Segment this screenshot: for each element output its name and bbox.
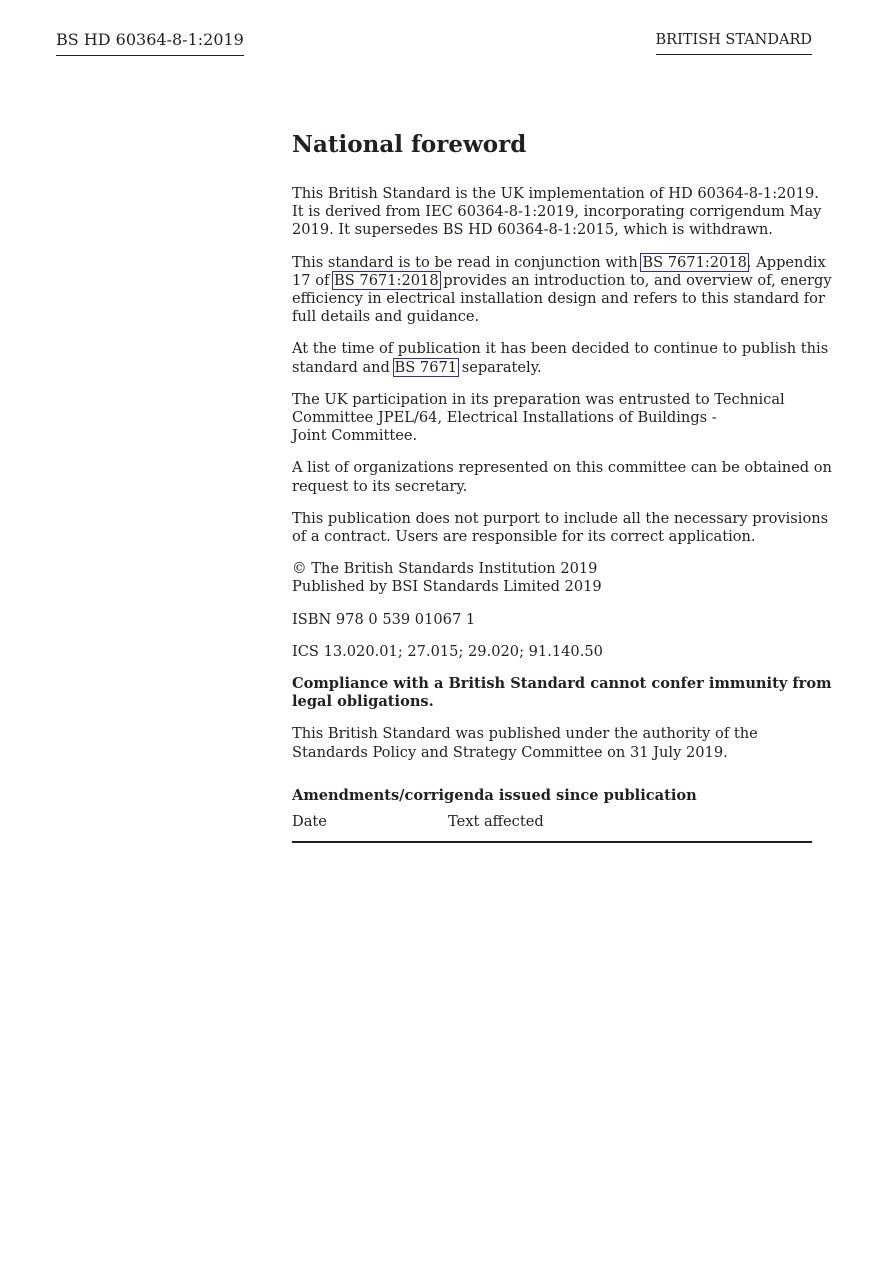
compliance-notice — [292, 675, 832, 711]
text-line: The UK participation in its preparation was entrusted to Technical — [292, 390, 785, 408]
participation-paragraph — [292, 391, 812, 446]
bs7671-link[interactable]: BS 7671 — [394, 358, 458, 376]
text-line: This British Standard is the UK implementation of HD 60364-8-1:2019. — [292, 185, 819, 202]
date-column-header: Date — [292, 813, 327, 831]
text-line: This publication does not purport to include all the necessary provisions — [292, 509, 829, 527]
copyright-paragraph — [292, 560, 812, 596]
text-line: Published by BSI Standards Limited 2019 — [292, 578, 602, 596]
disclaimer-paragraph — [292, 509, 829, 546]
text-line: It is derived from IEC 60364-8-1:2019, incorporating corrigendum May — [292, 203, 822, 221]
text-line — [292, 271, 832, 290]
text-line: request to its secretary. — [292, 477, 468, 495]
publication-decision-paragraph — [292, 340, 829, 376]
brand-header: BRITISH STANDARD — [656, 29, 813, 55]
text-line: efficiency in electrical installation design and refers to this standard for — [292, 290, 825, 308]
text-run: . Appendix — [746, 253, 826, 271]
text-line: This British Standard was published under the authority of the — [292, 725, 758, 743]
text-line: of a contract. Users are responsible for its correct application. — [292, 528, 756, 546]
table-rule — [292, 842, 812, 843]
page-title: National foreword — [292, 131, 527, 158]
text-run: This standard is to be read in conjunction with — [292, 253, 643, 271]
text-run: 17 of — [292, 271, 335, 289]
text-line: Committee JPEL/64, Electrical Installations of Buildings - — [292, 409, 717, 427]
bs7671-2018-link-2[interactable]: BS 7671:2018 — [334, 271, 439, 289]
text-line — [292, 359, 812, 377]
isbn: ISBN 978 0 539 01067 1 — [292, 610, 476, 628]
conjunction-paragraph — [292, 253, 832, 327]
amendments-title: Amendments/corrigenda issued since publication — [292, 786, 697, 804]
text-run: provides an introduction to, and overview of, energy — [438, 271, 832, 289]
amendments-table — [292, 813, 812, 843]
bs7671-2018-link[interactable]: BS 7671:2018 — [642, 253, 747, 271]
text-line — [292, 253, 826, 272]
text-line: © The British Standards Institution 2019 — [292, 560, 598, 578]
text-line: full details and guidance. — [292, 308, 480, 326]
foreword-content — [292, 128, 832, 843]
table-rule-row — [292, 842, 812, 843]
text-run: separately. — [457, 358, 542, 376]
text-line: At the time of publication it has been decided to continue to publish this — [292, 340, 829, 358]
implementation-paragraph — [292, 185, 822, 240]
text-line: Standards Policy and Strategy Committee on 31 July 2019. — [292, 743, 728, 761]
text-line: legal obligations. — [292, 693, 434, 711]
text-line: Compliance with a British Standard cannot confer immunity from — [292, 675, 832, 693]
text-run: standard and — [292, 358, 395, 376]
text-affected-column-header: Text affected — [448, 813, 544, 831]
ics: ICS 13.020.01; 27.015; 29.020; 91.140.50 — [292, 642, 603, 660]
table-header-row — [292, 813, 812, 842]
text-line: A list of organizations represented on this committee can be obtained on — [292, 459, 832, 477]
organizations-paragraph — [292, 459, 832, 495]
text-line: 2019. It supersedes BS HD 60364-8-1:2015, which is withdrawn. — [292, 221, 773, 239]
authority-paragraph — [292, 725, 812, 761]
document-id-header: BS HD 60364-8-1:2019 — [56, 29, 244, 56]
text-line: Joint Committee. — [292, 427, 418, 445]
